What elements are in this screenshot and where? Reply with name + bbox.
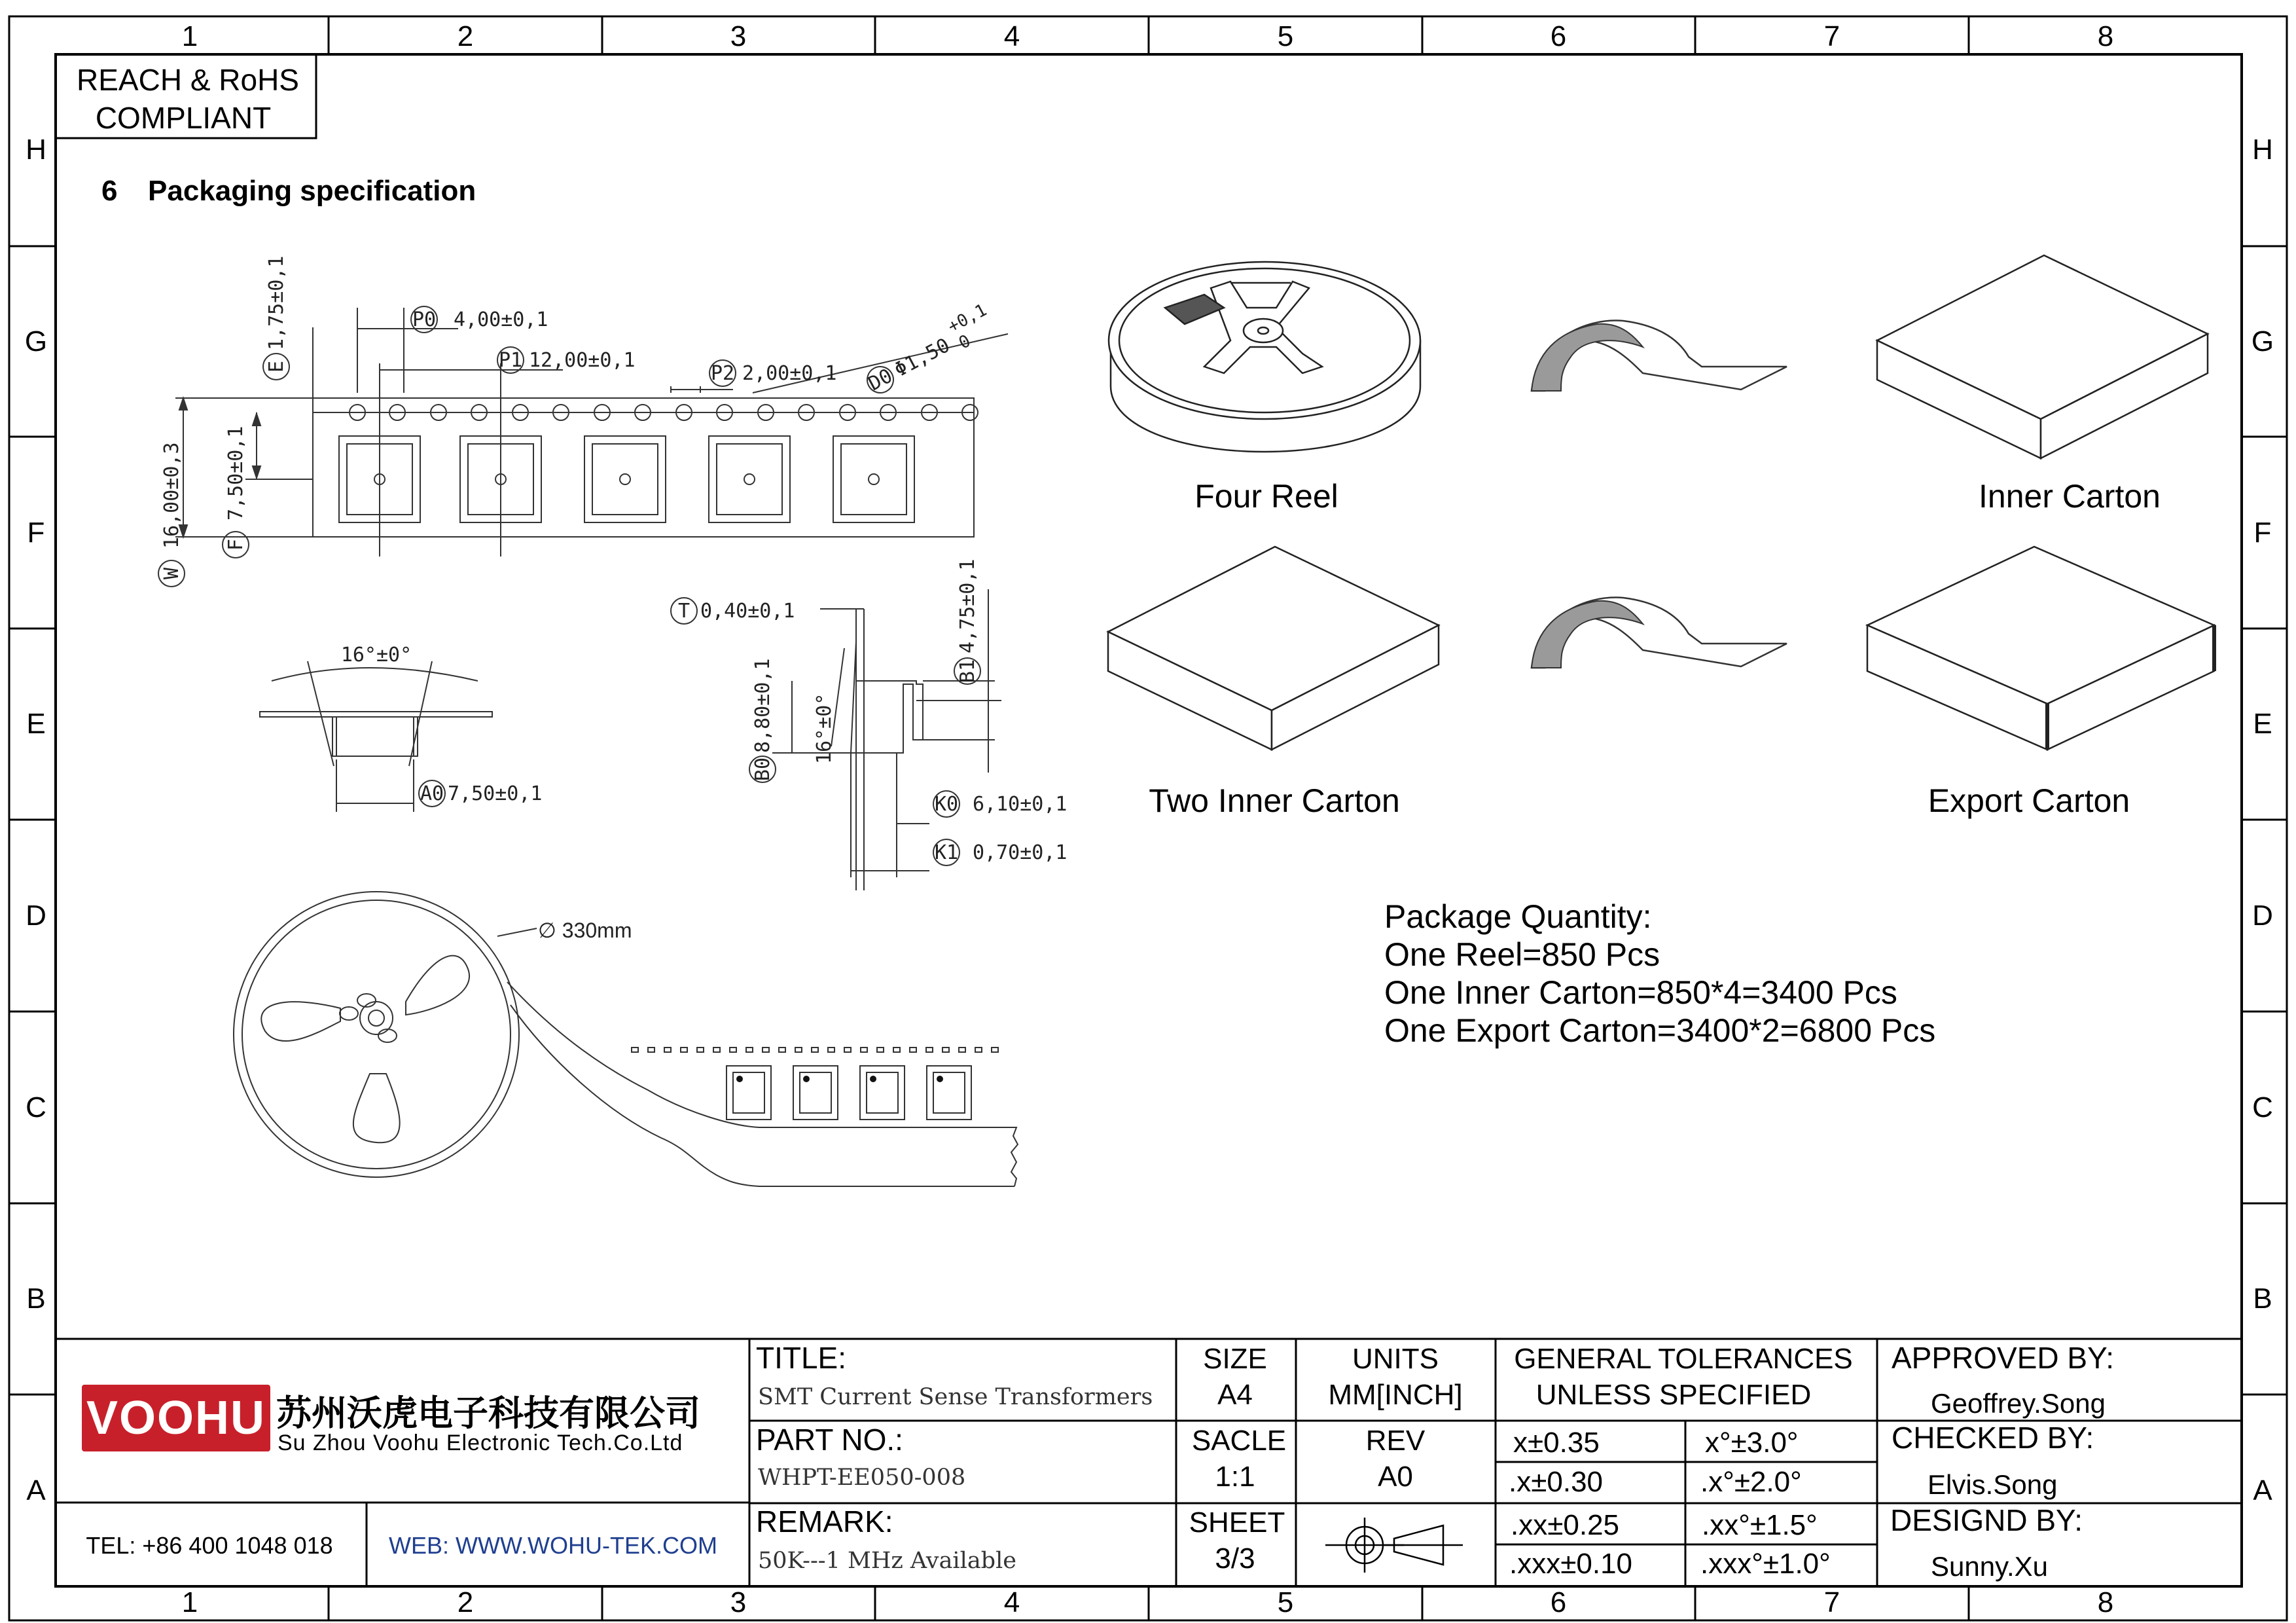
col-label-top: 8 (2097, 20, 2114, 52)
quantity-line3: One Export Carton=3400*2=6800 Pcs (1384, 1012, 1936, 1049)
tol-linear-3: .xxx±0.10 (1509, 1548, 1633, 1580)
col-label-bottom: 4 (1003, 1586, 1020, 1618)
section-number: 6 (101, 175, 118, 207)
row-label-right: B (2253, 1283, 2272, 1315)
row-label-left: F (27, 517, 45, 549)
designed-value: Sunny.Xu (1931, 1551, 2049, 1582)
d0-tag: D0 (865, 364, 897, 396)
d0-tol-plus: +0,1 (944, 300, 990, 337)
export-carton-label: Export Carton (1928, 782, 2130, 819)
col-label-bottom: 3 (730, 1586, 747, 1618)
section-title: Packaging specification (148, 175, 476, 207)
rev-label: REV (1365, 1425, 1426, 1457)
tolerance-label-2: UNLESS SPECIFIED (1535, 1379, 1812, 1411)
units-value: MM[INCH] (1328, 1379, 1463, 1411)
row-label-right: F (2253, 517, 2272, 549)
telephone: TEL: +86 400 1048 018 (86, 1532, 333, 1559)
logo-text: VOOHU (86, 1392, 266, 1444)
row-label-right: E (2253, 708, 2272, 740)
t-value: 0,40±0,1 (700, 600, 795, 623)
checked-value: Elvis.Song (1928, 1469, 2058, 1500)
compliance-line1: REACH & RoHS (77, 63, 299, 97)
col-label-bottom: 2 (457, 1586, 474, 1618)
quantity-line2: One Inner Carton=850*4=3400 Pcs (1384, 974, 1897, 1011)
quantity-heading: Package Quantity: (1384, 898, 1652, 935)
col-label-top: 6 (1550, 20, 1567, 52)
col-label-top: 1 (181, 20, 198, 52)
e-value: 1,75±0,1 (265, 255, 288, 350)
units-label: UNITS (1352, 1343, 1439, 1375)
reel-diameter: ∅ 330mm (538, 919, 632, 942)
w-tag: W (160, 567, 183, 580)
b0-tag: B0 (751, 757, 774, 782)
row-label-right: H (2252, 134, 2273, 166)
k0-tag: K0 (934, 793, 959, 816)
p2-value: 2,00±0,1 (742, 362, 837, 385)
col-label-bottom: 8 (2097, 1586, 2114, 1618)
size-label: SIZE (1203, 1343, 1267, 1375)
part-value: WHPT-EE050-008 (758, 1465, 966, 1491)
a0-tag: A0 (420, 782, 444, 805)
d0-tol-zero: 0 (956, 331, 974, 354)
k1-tag: K1 (934, 841, 959, 864)
a0-value: 7,50±0,1 (448, 782, 543, 805)
sheet-value: 3/3 (1215, 1542, 1255, 1575)
row-label-right: A (2253, 1474, 2272, 1506)
remark-value: 50K---1 MHz Available (758, 1548, 1016, 1574)
t-tag: T (677, 600, 691, 623)
row-label-left: A (26, 1474, 46, 1506)
projection-symbol-icon (1325, 1518, 1463, 1573)
scale-label: SACLE (1191, 1425, 1287, 1457)
designed-label: DESIGND BY: (1890, 1503, 2083, 1537)
w-value: 16,00±0,3 (160, 442, 183, 549)
arrow-right-icon (1532, 598, 1787, 668)
approved-label: APPROVED BY: (1892, 1341, 2115, 1375)
compliance-line2: COMPLIANT (95, 101, 272, 135)
two-inner-carton-label: Two Inner Carton (1149, 782, 1400, 819)
reel-isometric (1109, 262, 1420, 452)
col-label-bottom: 7 (1823, 1586, 1840, 1618)
p1-value: 12,00±0,1 (529, 349, 636, 372)
tol-linear-0: x±0.35 (1513, 1427, 1600, 1459)
four-reel-label: Four Reel (1194, 478, 1338, 515)
b0-value: 8,80±0,1 (751, 658, 774, 753)
col-label-top: 3 (730, 20, 747, 52)
d0-value: Φ1,50 (890, 333, 954, 382)
row-label-left: E (26, 708, 46, 740)
p1-tag: P1 (498, 349, 523, 372)
tol-linear-2: .xx±0.25 (1511, 1509, 1620, 1541)
p2-tag: P2 (710, 362, 735, 385)
size-value: A4 (1217, 1379, 1253, 1411)
website: WEB: WWW.WOHU-TEK.COM (389, 1532, 717, 1559)
carrier-tape-top-view (175, 308, 1008, 556)
side-angle: 16°±0° (813, 693, 836, 764)
tol-angle-3: .xxx°±1.0° (1700, 1548, 1831, 1580)
remark-label: REMARK: (756, 1504, 893, 1539)
col-label-bottom: 1 (181, 1586, 198, 1618)
rev-value: A0 (1378, 1461, 1413, 1493)
two-inner-carton-box (1108, 547, 1439, 750)
title-label: TITLE: (756, 1341, 847, 1375)
sheet-label: SHEET (1189, 1506, 1285, 1539)
checked-label: CHECKED BY: (1892, 1421, 2094, 1455)
tol-angle-1: .x°±2.0° (1700, 1466, 1802, 1498)
col-label-bottom: 6 (1550, 1586, 1567, 1618)
inner-carton-label: Inner Carton (1979, 478, 2161, 515)
company-name-en: Su Zhou Voohu Electronic Tech.Co.Ltd (278, 1431, 683, 1455)
row-label-left: D (26, 900, 46, 932)
row-label-left: C (26, 1091, 46, 1123)
e-tag: E (265, 360, 288, 373)
inner-carton-box (1877, 255, 2208, 458)
f-value: 7,50±0,1 (224, 426, 247, 520)
row-label-left: G (24, 325, 48, 357)
tol-angle-2: .xx°±1.5° (1702, 1509, 1818, 1541)
row-label-right: C (2252, 1091, 2273, 1123)
col-label-top: 5 (1277, 20, 1294, 52)
row-label-left: H (26, 134, 46, 166)
quantity-line1: One Reel=850 Pcs (1384, 936, 1660, 973)
k0-value: 6,10±0,1 (973, 793, 1067, 816)
export-carton-box (1867, 547, 2214, 750)
approved-value: Geoffrey.Song (1931, 1388, 2106, 1419)
title-value: SMT Current Sense Transformers (758, 1384, 1153, 1410)
row-label-left: B (26, 1283, 46, 1315)
pocket-angle: 16°±0° (340, 644, 412, 666)
col-label-top: 2 (457, 20, 474, 52)
k1-value: 0,70±0,1 (973, 841, 1067, 864)
arrow-right-icon (1532, 321, 1787, 391)
tol-angle-0: x°±3.0° (1705, 1427, 1799, 1459)
row-label-right: D (2252, 900, 2273, 932)
tol-linear-1: .x±0.30 (1509, 1466, 1604, 1498)
company-name-cn: 苏州沃虎电子科技有限公司 (276, 1393, 700, 1434)
col-label-bottom: 5 (1277, 1586, 1294, 1618)
part-label: PART NO.: (756, 1423, 903, 1457)
scale-value: 1:1 (1215, 1461, 1255, 1493)
col-label-top: 4 (1003, 20, 1020, 52)
b1-tag: B1 (956, 659, 979, 684)
tolerance-label-1: GENERAL TOLERANCES (1514, 1343, 1853, 1375)
b1-value: 4,75±0,1 (956, 558, 979, 653)
p0-value: 4,00±0,1 (454, 308, 548, 331)
f-tag: F (224, 538, 247, 551)
col-label-top: 7 (1823, 20, 1840, 52)
p0-tag: P0 (412, 308, 437, 331)
row-label-right: G (2251, 325, 2274, 357)
title-block (56, 1339, 2242, 1586)
